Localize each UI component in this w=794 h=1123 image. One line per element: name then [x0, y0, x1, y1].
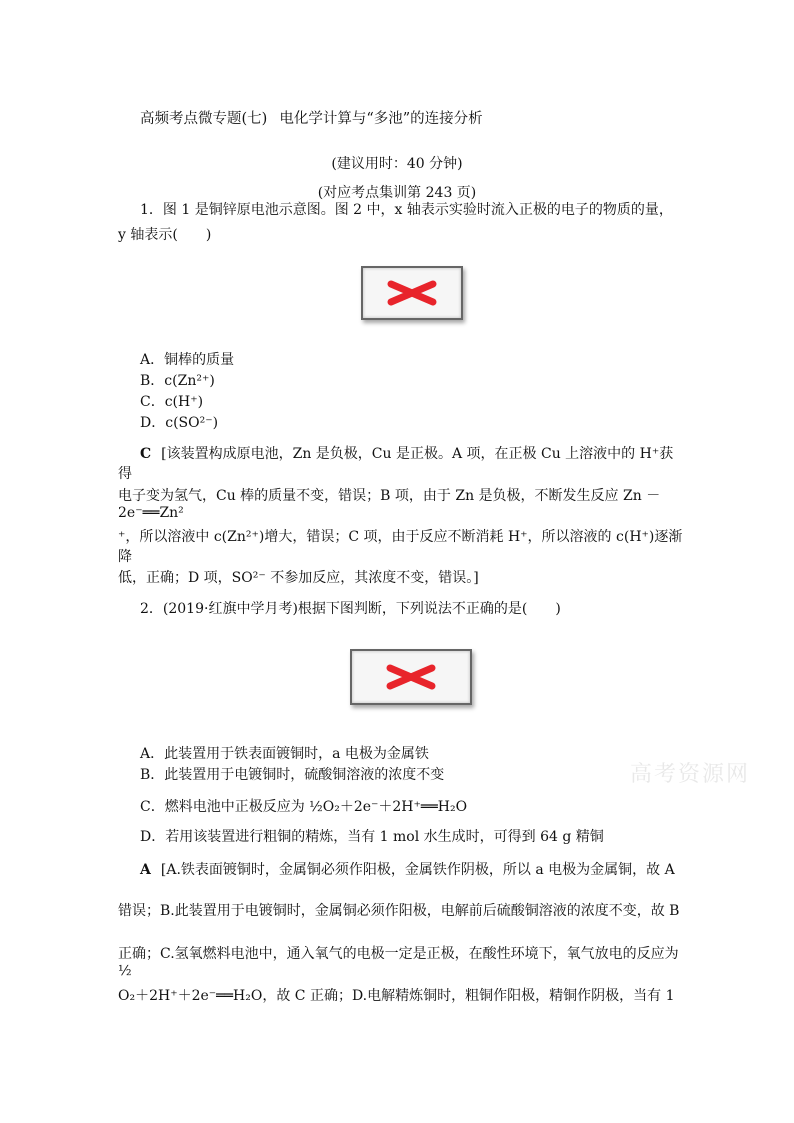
- title-topic: 电化学计算与“多池”的连接分析: [279, 111, 483, 127]
- q1-option-a: A．铜棒的质量: [140, 352, 235, 368]
- q1-option-b: B．c(Zn²⁺): [140, 373, 215, 389]
- q2-figure-placeholder: [350, 649, 472, 705]
- q1-stem: 1．图 1 是铜锌原电池示意图。图 2 中，x 轴表示实验时流入正极的电子的物质的量，y 轴表示( ): [118, 202, 673, 243]
- q2-stem: 2．(2019·红旗中学月考)根据下图判断，下列说法不正确的是( ): [140, 601, 561, 617]
- q1-option-d: D．c(SO²⁻): [140, 415, 219, 431]
- reference-note: (对应考点集训第 243 页): [317, 185, 477, 201]
- title-series: 高频考点微专题(七): [140, 111, 268, 127]
- watermark: 高考资源网: [630, 762, 751, 787]
- q2-option-d: D．若用该装置进行粗铜的精炼，当有 1 mol 水生成时，可得到 64 g 精铜: [140, 829, 604, 845]
- broken-image-icon: [352, 651, 470, 703]
- q1-explanation-4: 低，正确；D 项，SO²⁻ 不参加反应，其浓度不变，错误。]: [118, 570, 479, 586]
- q2-explanation-3: 正确；C.氢氧燃料电池中，通入氧气的电极一定是正极，在酸性环境下，氧气放电的反应为 ½: [118, 946, 679, 979]
- page-title: [140, 107, 483, 128]
- q2-option-c: C．燃料电池中正极反应为 ½O₂＋2e⁻＋2H⁺══H₂O: [140, 799, 468, 815]
- q2-answer-key: A: [140, 862, 151, 878]
- q2-explanation-1: [A.铁表面镀铜时，金属铜必须作阳极，金属铁作阴极，所以 a 电极为金属铜，故 A: [160, 862, 675, 878]
- q1-answer-key: C: [140, 446, 152, 462]
- q2-answer-line-1: [118, 859, 684, 879]
- q2-explanation-4: O₂＋2H⁺＋2e⁻══H₂O，故 C 正确；D.电解精炼铜时，粗铜作阳极，精铜作阴极，当有 1: [118, 988, 675, 1004]
- suggested-time: (建议用时：40 分钟): [331, 156, 463, 172]
- q1-explanation-3: ⁺，所以溶液中 c(Zn²⁺)增大，错误；C 项，由于反应不断消耗 H⁺，所以溶液的 c(H⁺)逐渐降: [118, 529, 683, 565]
- q2-option-b: B．此装置用于电镀铜时，硫酸铜溶液的浓度不变: [140, 767, 445, 783]
- q1-answer-line-1: [118, 443, 684, 483]
- q1-explanation-1: [该装置构成原电池，Zn 是负极，Cu 是正极。A 项，在正极 Cu 上溶液中的 H⁺获得: [118, 446, 674, 482]
- q1-explanation-2: 电子变为氢气，Cu 棒的质量不变，错误；B 项，由于 Zn 是负极，不断发生反应 Zn －2e⁻══Zn²: [118, 488, 661, 521]
- q1-option-c: C．c(H⁺): [140, 394, 204, 410]
- q2-option-a: A．此装置用于铁表面镀铜时，a 电极为金属铁: [140, 746, 429, 762]
- broken-image-icon: [363, 268, 461, 318]
- q1-figure-placeholder: [361, 266, 463, 320]
- q2-explanation-2: 错误；B.此装置用于电镀铜时，金属铜必须作阳极，电解前后硫酸铜溶液的浓度不变，故 B: [118, 903, 680, 919]
